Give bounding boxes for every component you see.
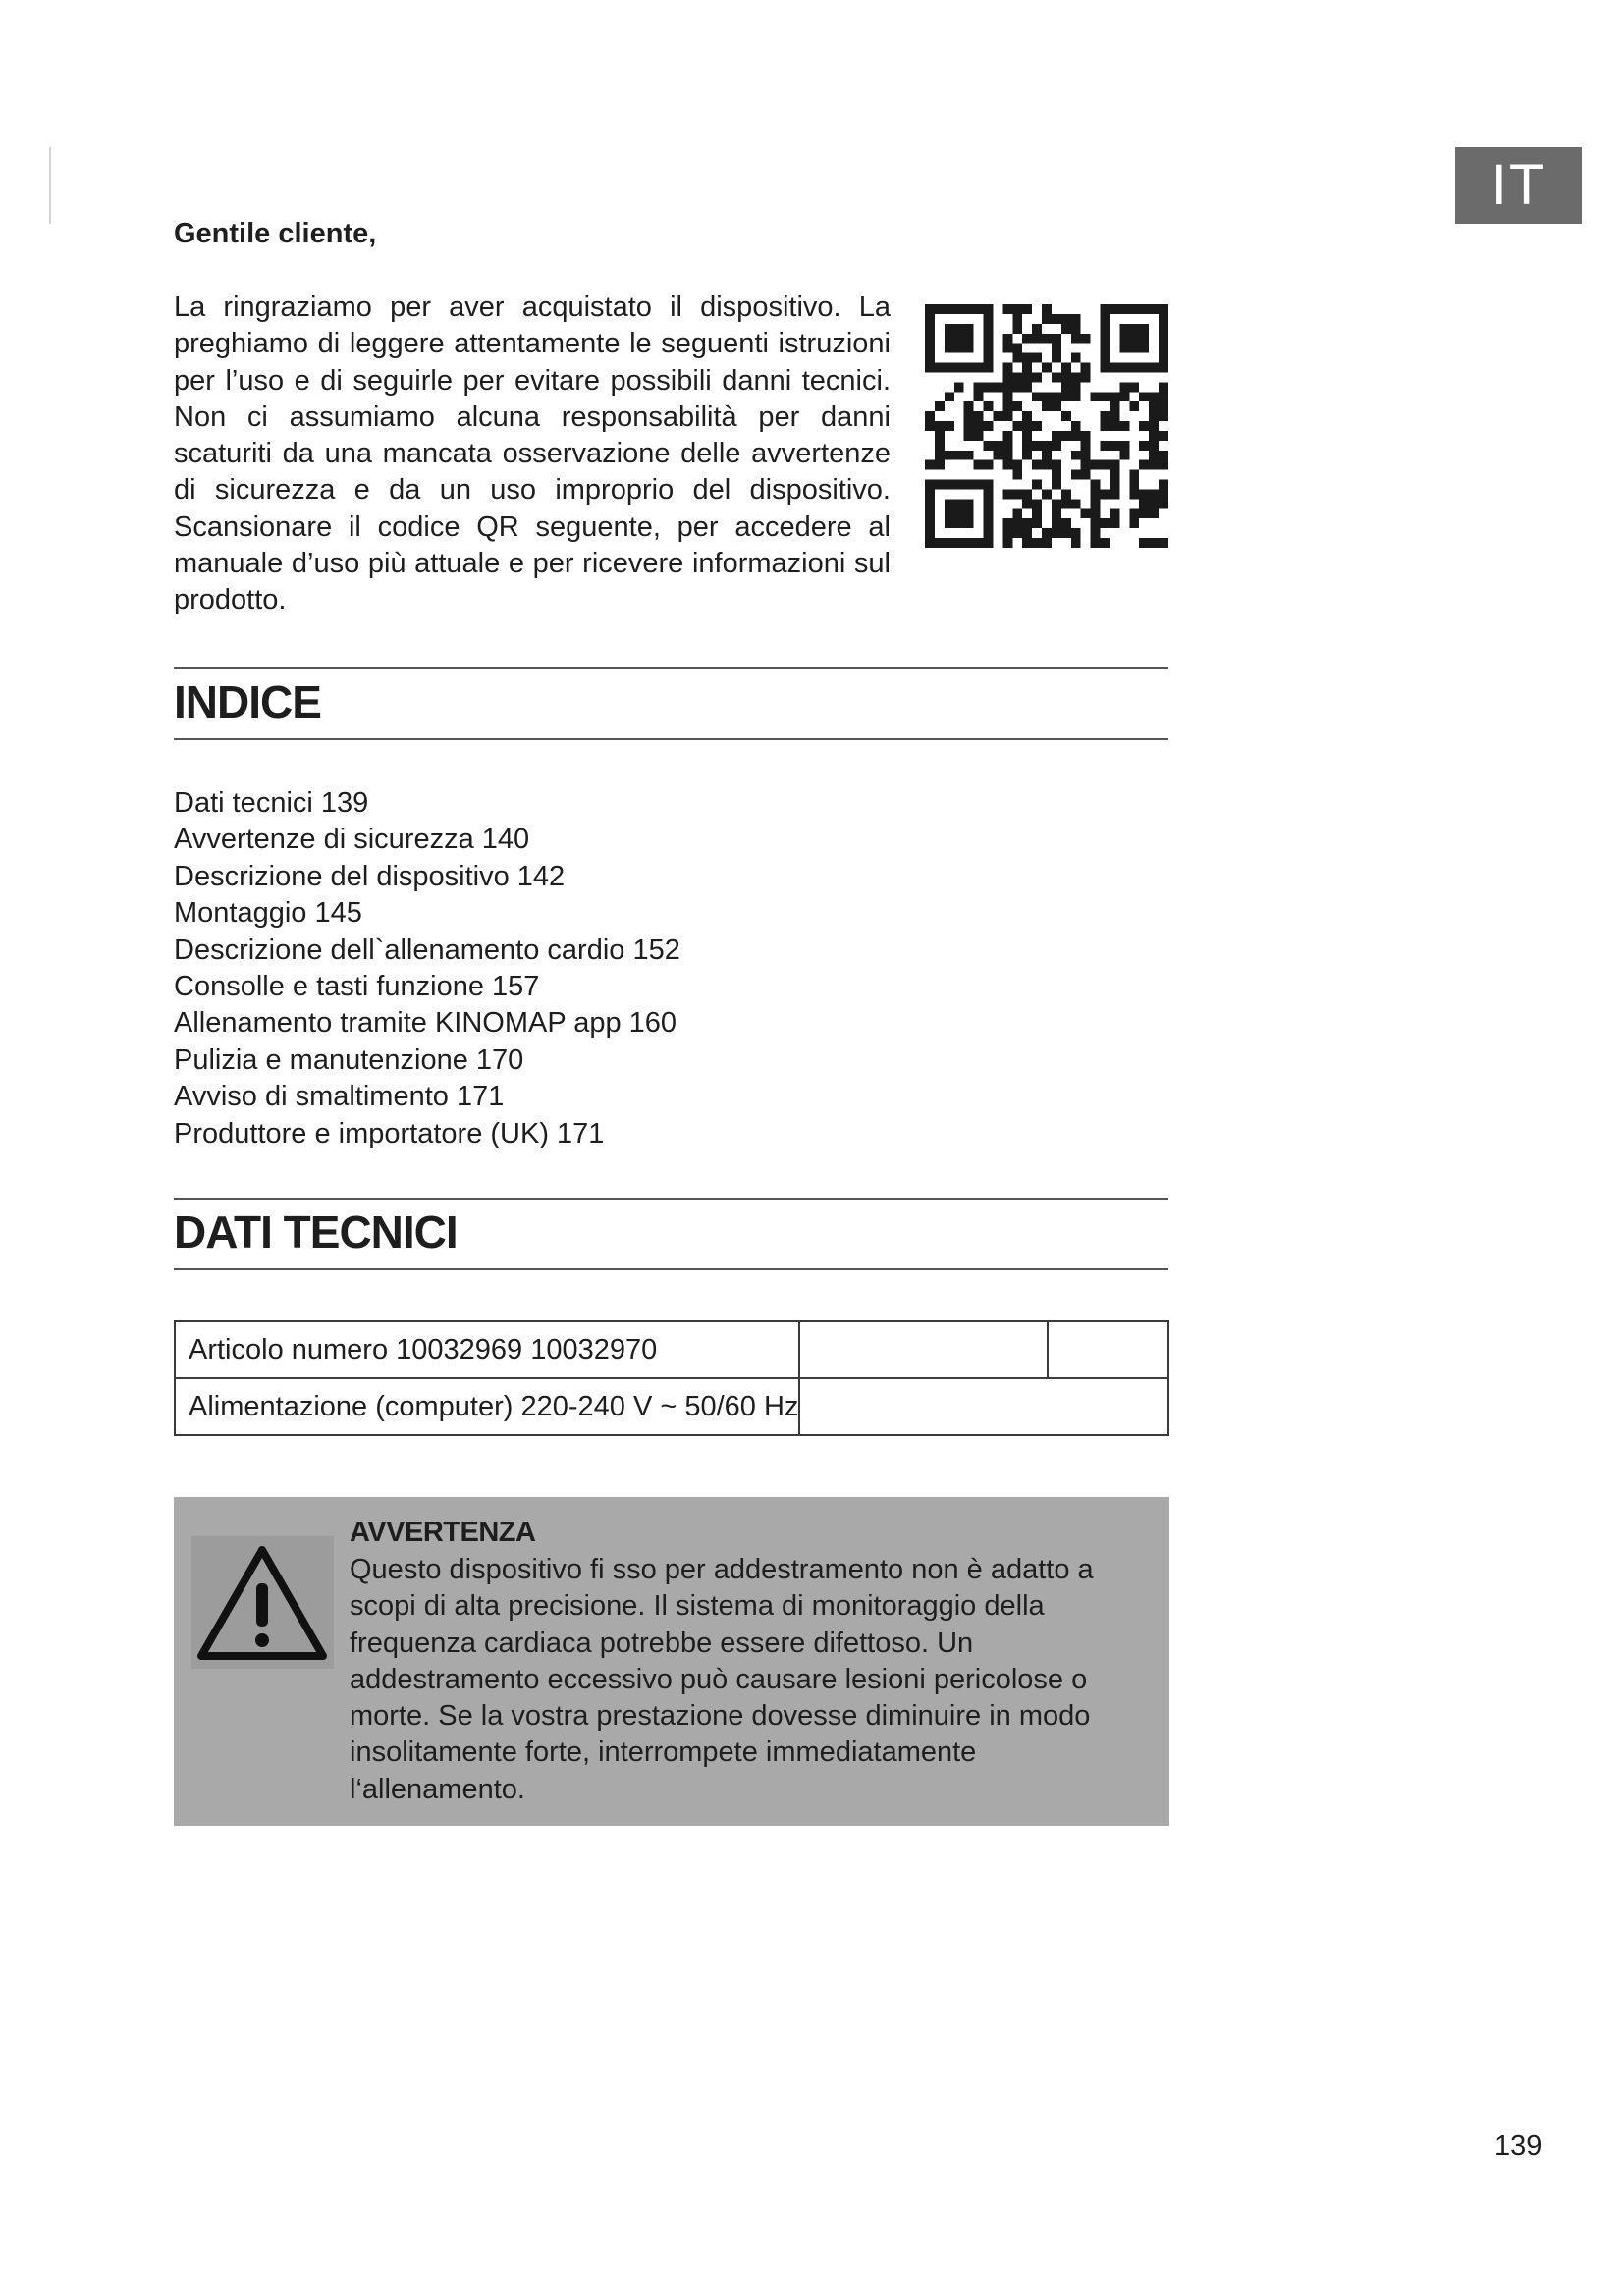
qr-module [964,431,974,441]
qr-module [925,460,935,470]
qr-module [1061,382,1071,392]
qr-module [1061,528,1071,538]
table-cell [1048,1321,1168,1378]
qr-module [1081,363,1091,373]
qr-module [1042,528,1052,538]
qr-module [1149,499,1159,508]
qr-module [1042,460,1052,470]
qr-module [1139,441,1149,451]
qr-module [1032,518,1042,528]
qr-module [1012,353,1022,363]
qr-module [1002,441,1012,451]
qr-module [1012,489,1022,499]
qr-module [1119,451,1129,460]
qr-module [1022,421,1032,431]
qr-module [1042,451,1052,460]
qr-finder-top-left [925,304,993,372]
qr-module [1071,538,1081,548]
qr-module [1032,353,1042,363]
technical-data-table [174,1320,1169,1436]
qr-module [1012,372,1022,382]
qr-module [1052,392,1061,401]
table-row [175,1378,1168,1435]
qr-module [1061,324,1071,334]
qr-module [1022,489,1032,499]
qr-module [1101,518,1110,528]
qr-module [1032,324,1042,334]
qr-module [1061,489,1071,499]
qr-module [1071,528,1081,538]
qr-module [1002,538,1012,548]
qr-module [1071,353,1081,363]
qr-module [1129,518,1139,528]
toc-item[interactable]: Descrizione del dispositivo 142 [174,860,566,892]
qr-module [1032,441,1042,451]
qr-module [1149,489,1159,499]
qr-finder-bottom-left [925,480,993,548]
qr-module [964,401,974,411]
article-number-1: 10032969 [396,1333,523,1365]
qr-module [984,401,994,411]
qr-module [1022,372,1032,382]
qr-module [993,451,1002,460]
qr-module [935,401,945,411]
toc-item[interactable]: Avvertenze di sicurezza 140 [174,824,530,856]
qr-module [1032,334,1042,344]
qr-module [1091,518,1101,528]
qr-module [1091,392,1101,401]
qr-module [1110,401,1119,411]
qr-module [1139,460,1149,470]
qr-module [1052,518,1061,528]
qr-module [974,382,984,392]
qr-module [1032,421,1042,431]
qr-module [1002,411,1012,421]
qr-module [974,421,984,431]
qr-module [1101,411,1110,421]
qr-module [1159,480,1168,490]
article-number-label: Articolo numero [189,1333,389,1365]
qr-module [1159,392,1168,401]
qr-module [1101,392,1110,401]
qr-module [1012,460,1022,470]
qr-module [1012,382,1022,392]
qr-module [1119,441,1129,451]
qr-module [993,441,1002,451]
qr-module [1110,441,1119,451]
qr-module [1052,334,1061,344]
qr-module [1091,489,1101,499]
qr-module [993,411,1002,421]
qr-module [964,411,974,421]
qr-module [1002,460,1012,470]
qr-module [1012,344,1022,353]
language-tab: IT [1455,147,1582,224]
qr-module [1052,314,1061,324]
qr-module [1061,431,1071,441]
qr-module [1071,382,1081,392]
qr-module [1149,538,1159,548]
qr-module [1012,470,1022,480]
qr-module [1081,372,1091,382]
qr-module [1139,538,1149,548]
tech-data-rule-top [174,1198,1168,1200]
qr-module [1061,411,1071,421]
greeting: Gentile cliente, [174,218,377,249]
qr-module [1022,353,1032,363]
qr-module [984,421,994,431]
qr-module [1042,441,1052,451]
qr-module [1119,382,1129,392]
qr-module [1061,363,1071,373]
qr-module [1159,382,1168,392]
qr-module [1149,431,1159,441]
qr-module [1061,314,1071,324]
qr-module [1129,470,1139,480]
tech-data-rule-bottom [174,1268,1168,1270]
qr-module [1139,499,1149,508]
qr-module [1139,489,1149,499]
qr-module [1032,499,1042,508]
qr-module [1042,489,1052,499]
qr-module [1022,538,1032,548]
toc-item[interactable]: Allenamento tramite KINOMAP app 160 [174,1007,677,1040]
qr-module [1042,314,1052,324]
qr-module [1052,401,1061,411]
qr-module [1119,392,1129,401]
qr-module [1159,538,1168,548]
qr-module [1071,314,1081,324]
qr-module [935,421,945,431]
warning-icon-background [191,1536,334,1669]
qr-module [1052,344,1061,353]
qr-module [984,460,994,470]
qr-module [1081,508,1091,518]
qr-module [974,411,984,421]
qr-module [1032,480,1042,490]
warning-triangle-icon [191,1536,334,1669]
qr-module [1149,401,1159,411]
qr-module [945,451,954,460]
qr-module [1119,421,1129,431]
qr-module [974,431,984,441]
qr-module [1002,451,1012,460]
qr-module [1022,431,1032,441]
qr-module [1129,508,1139,518]
qr-module [1110,392,1119,401]
qr-module [1012,528,1022,538]
qr-module [1129,401,1139,411]
qr-module [1159,431,1168,441]
qr-module [954,382,964,392]
tech-data-title: DATI TECNICI [174,1206,458,1257]
qr-module [1022,499,1032,508]
qr-module [1110,480,1119,490]
qr-module [1042,334,1052,344]
qr-finder-top-right [1101,304,1168,372]
qr-module [1159,489,1168,499]
table-of-contents [174,785,680,1152]
qr-module [1071,499,1081,508]
qr-module [1159,451,1168,460]
qr-module [1042,392,1052,401]
qr-module [1052,372,1061,382]
qr-module [1002,334,1012,344]
qr-module [1101,441,1110,451]
qr-module [1002,431,1012,441]
qr-module [945,392,954,401]
qr-module [1002,528,1012,538]
qr-module [1012,401,1022,411]
qr-module [1110,421,1119,431]
qr-module [1139,421,1149,431]
qr-module [1091,480,1101,490]
qr-module [935,451,945,460]
qr-module [1012,508,1022,518]
qr-module [1110,460,1119,470]
qr-module [1071,431,1081,441]
qr-module [984,441,994,451]
qr-module [1002,344,1012,353]
qr-module [1149,441,1159,451]
index-rule-bottom [174,738,1168,740]
qr-module [935,441,945,451]
toc-item[interactable]: Descrizione dell`allenamento cardio 152 [174,934,680,966]
qr-module [1110,489,1119,499]
index-title: INDICE [174,676,321,727]
qr-module [1022,411,1032,421]
qr-module [1022,304,1032,314]
qr-module [1012,324,1022,334]
qr-module [1002,518,1012,528]
qr-module [1081,470,1091,480]
qr-module [1002,363,1012,373]
qr-module [1091,508,1101,518]
qr-module [1002,489,1012,499]
qr-module [974,392,984,401]
qr-module [925,421,935,431]
qr-module [974,460,984,470]
qr-module [1042,304,1052,314]
qr-module [1159,460,1168,470]
qr-module [1052,480,1061,490]
qr-module [1022,441,1032,451]
qr-module [1052,441,1061,451]
qr-module [1091,538,1101,548]
table-cell [799,1378,1168,1435]
qr-module [1081,460,1091,470]
qr-module [1159,411,1168,421]
qr-module [1071,324,1081,334]
qr-module [1032,538,1042,548]
qr-module [1061,499,1071,508]
qr-module [1149,460,1159,470]
qr-module [1022,363,1032,373]
page-number: 139 [1494,2130,1543,2162]
qr-module [1032,460,1042,470]
warning-text: Questo dispositivo fi sso per addestramento non è adatto a scopi di alta precisione. Il sistema di monitoraggio della frequenza cardiaca potrebbe essere difettoso. Un addestramento eccessivo può causare lesioni pericolose o morte. Se la vostra prestazione dovesse diminuire in modo insolitamente forte, interrompete immediatamente l‘allenamento. [350,1554,1094,1805]
qr-module [1071,372,1081,382]
power-supply-label: Alimentazione (computer) [189,1390,514,1422]
qr-module [984,382,994,392]
warning-box [174,1497,1169,1826]
qr-module [1159,499,1168,508]
qr-module [1052,470,1061,480]
qr-module [1061,518,1071,528]
table-cell [175,1378,799,1435]
qr-module [1032,372,1042,382]
qr-module [1071,451,1081,460]
toc-item[interactable]: Produttore e importatore (UK) 171 [174,1117,605,1149]
qr-module [945,421,954,431]
qr-module [1052,460,1061,470]
toc-item[interactable]: Avviso di smaltimento 171 [174,1081,505,1113]
qr-module [1022,451,1032,460]
qr-module [1110,470,1119,480]
qr-module [1101,538,1110,548]
qr-module [1042,538,1052,548]
toc-item[interactable]: Montaggio 145 [174,897,362,930]
qr-module [1139,508,1149,518]
qr-module [1042,363,1052,373]
qr-module [1129,382,1139,392]
toc-item[interactable]: Dati tecnici 139 [174,787,369,819]
table-cell [175,1321,799,1378]
qr-module [1110,508,1119,518]
qr-module [964,421,974,431]
qr-module [954,451,964,460]
qr-module [1081,334,1091,344]
qr-module [1071,421,1081,431]
qr-module [1002,382,1012,392]
article-number-2: 10032970 [530,1333,658,1365]
qr-module [1129,480,1139,490]
qr-module [1071,392,1081,401]
qr-module [935,460,945,470]
table-row [175,1321,1168,1378]
qr-module [1012,314,1022,324]
qr-module [1002,392,1012,401]
qr-module [1159,401,1168,411]
qr-module [1110,518,1119,528]
qr-module [1101,460,1110,470]
qr-module [1081,431,1091,441]
qr-module [1052,499,1061,508]
qr-code[interactable] [925,304,1168,548]
qr-module [1002,304,1012,314]
qr-module [1101,421,1110,431]
qr-module [1052,431,1061,441]
qr-module [1022,528,1032,538]
qr-module [1081,451,1091,460]
qr-module [1022,334,1032,344]
qr-module [1002,401,1012,411]
qr-module [964,451,974,460]
qr-module [1149,508,1159,518]
qr-module [993,382,1002,392]
qr-module [1061,392,1071,401]
qr-module [1101,489,1110,499]
qr-module [925,411,935,421]
intro-paragraph: La ringraziamo per aver acquistato il dispositivo. La preghiamo di leggere attentamente le seguenti istruzioni per l’uso e di seguirle per evitare possibili danni tecnici. Non ci assumiamo alcuna responsabilità per danni scaturiti da una mancata osservazione delle avvertenze di sicurezza e da un uso improprio del dispositivo. Scansionare il codice QR seguente, per accedere al manuale d’uso più attuale e per ricevere informazioni sul prodotto. [174,292,891,616]
qr-module [1052,508,1061,518]
qr-module [935,431,945,441]
qr-module [1091,528,1101,538]
table-cell [799,1321,1048,1378]
qr-module [1071,334,1081,344]
warning-title: AVVERTENZA [350,1517,536,1548]
index-rule-top [174,667,1168,669]
qr-module [1002,372,1012,382]
qr-module [1032,508,1042,518]
qr-module [1022,518,1032,528]
qr-module [1022,382,1032,392]
qr-module [1129,489,1139,499]
qr-module [1061,372,1071,382]
qr-module [1081,441,1091,451]
qr-module [1110,411,1119,421]
qr-module [1052,528,1061,538]
qr-module [1012,518,1022,528]
qr-module [1149,392,1159,401]
qr-module [1032,392,1042,401]
power-supply-value: 220-240 V ~ 50/60 Hz [520,1390,799,1422]
qr-module [1149,421,1159,431]
qr-module [1149,411,1159,421]
qr-module [1012,304,1022,314]
qr-module [1012,421,1022,431]
qr-module [1052,353,1061,363]
toc-item[interactable]: Pulizia e manutenzione 170 [174,1043,524,1076]
qr-module [1139,392,1149,401]
toc-item[interactable]: Consolle e tasti funzione 157 [174,971,540,1003]
qr-module [1071,470,1081,480]
qr-module [1149,451,1159,460]
qr-module [1042,401,1052,411]
qr-module [1091,499,1101,508]
qr-module [1091,460,1101,470]
margin-rule [49,147,51,224]
